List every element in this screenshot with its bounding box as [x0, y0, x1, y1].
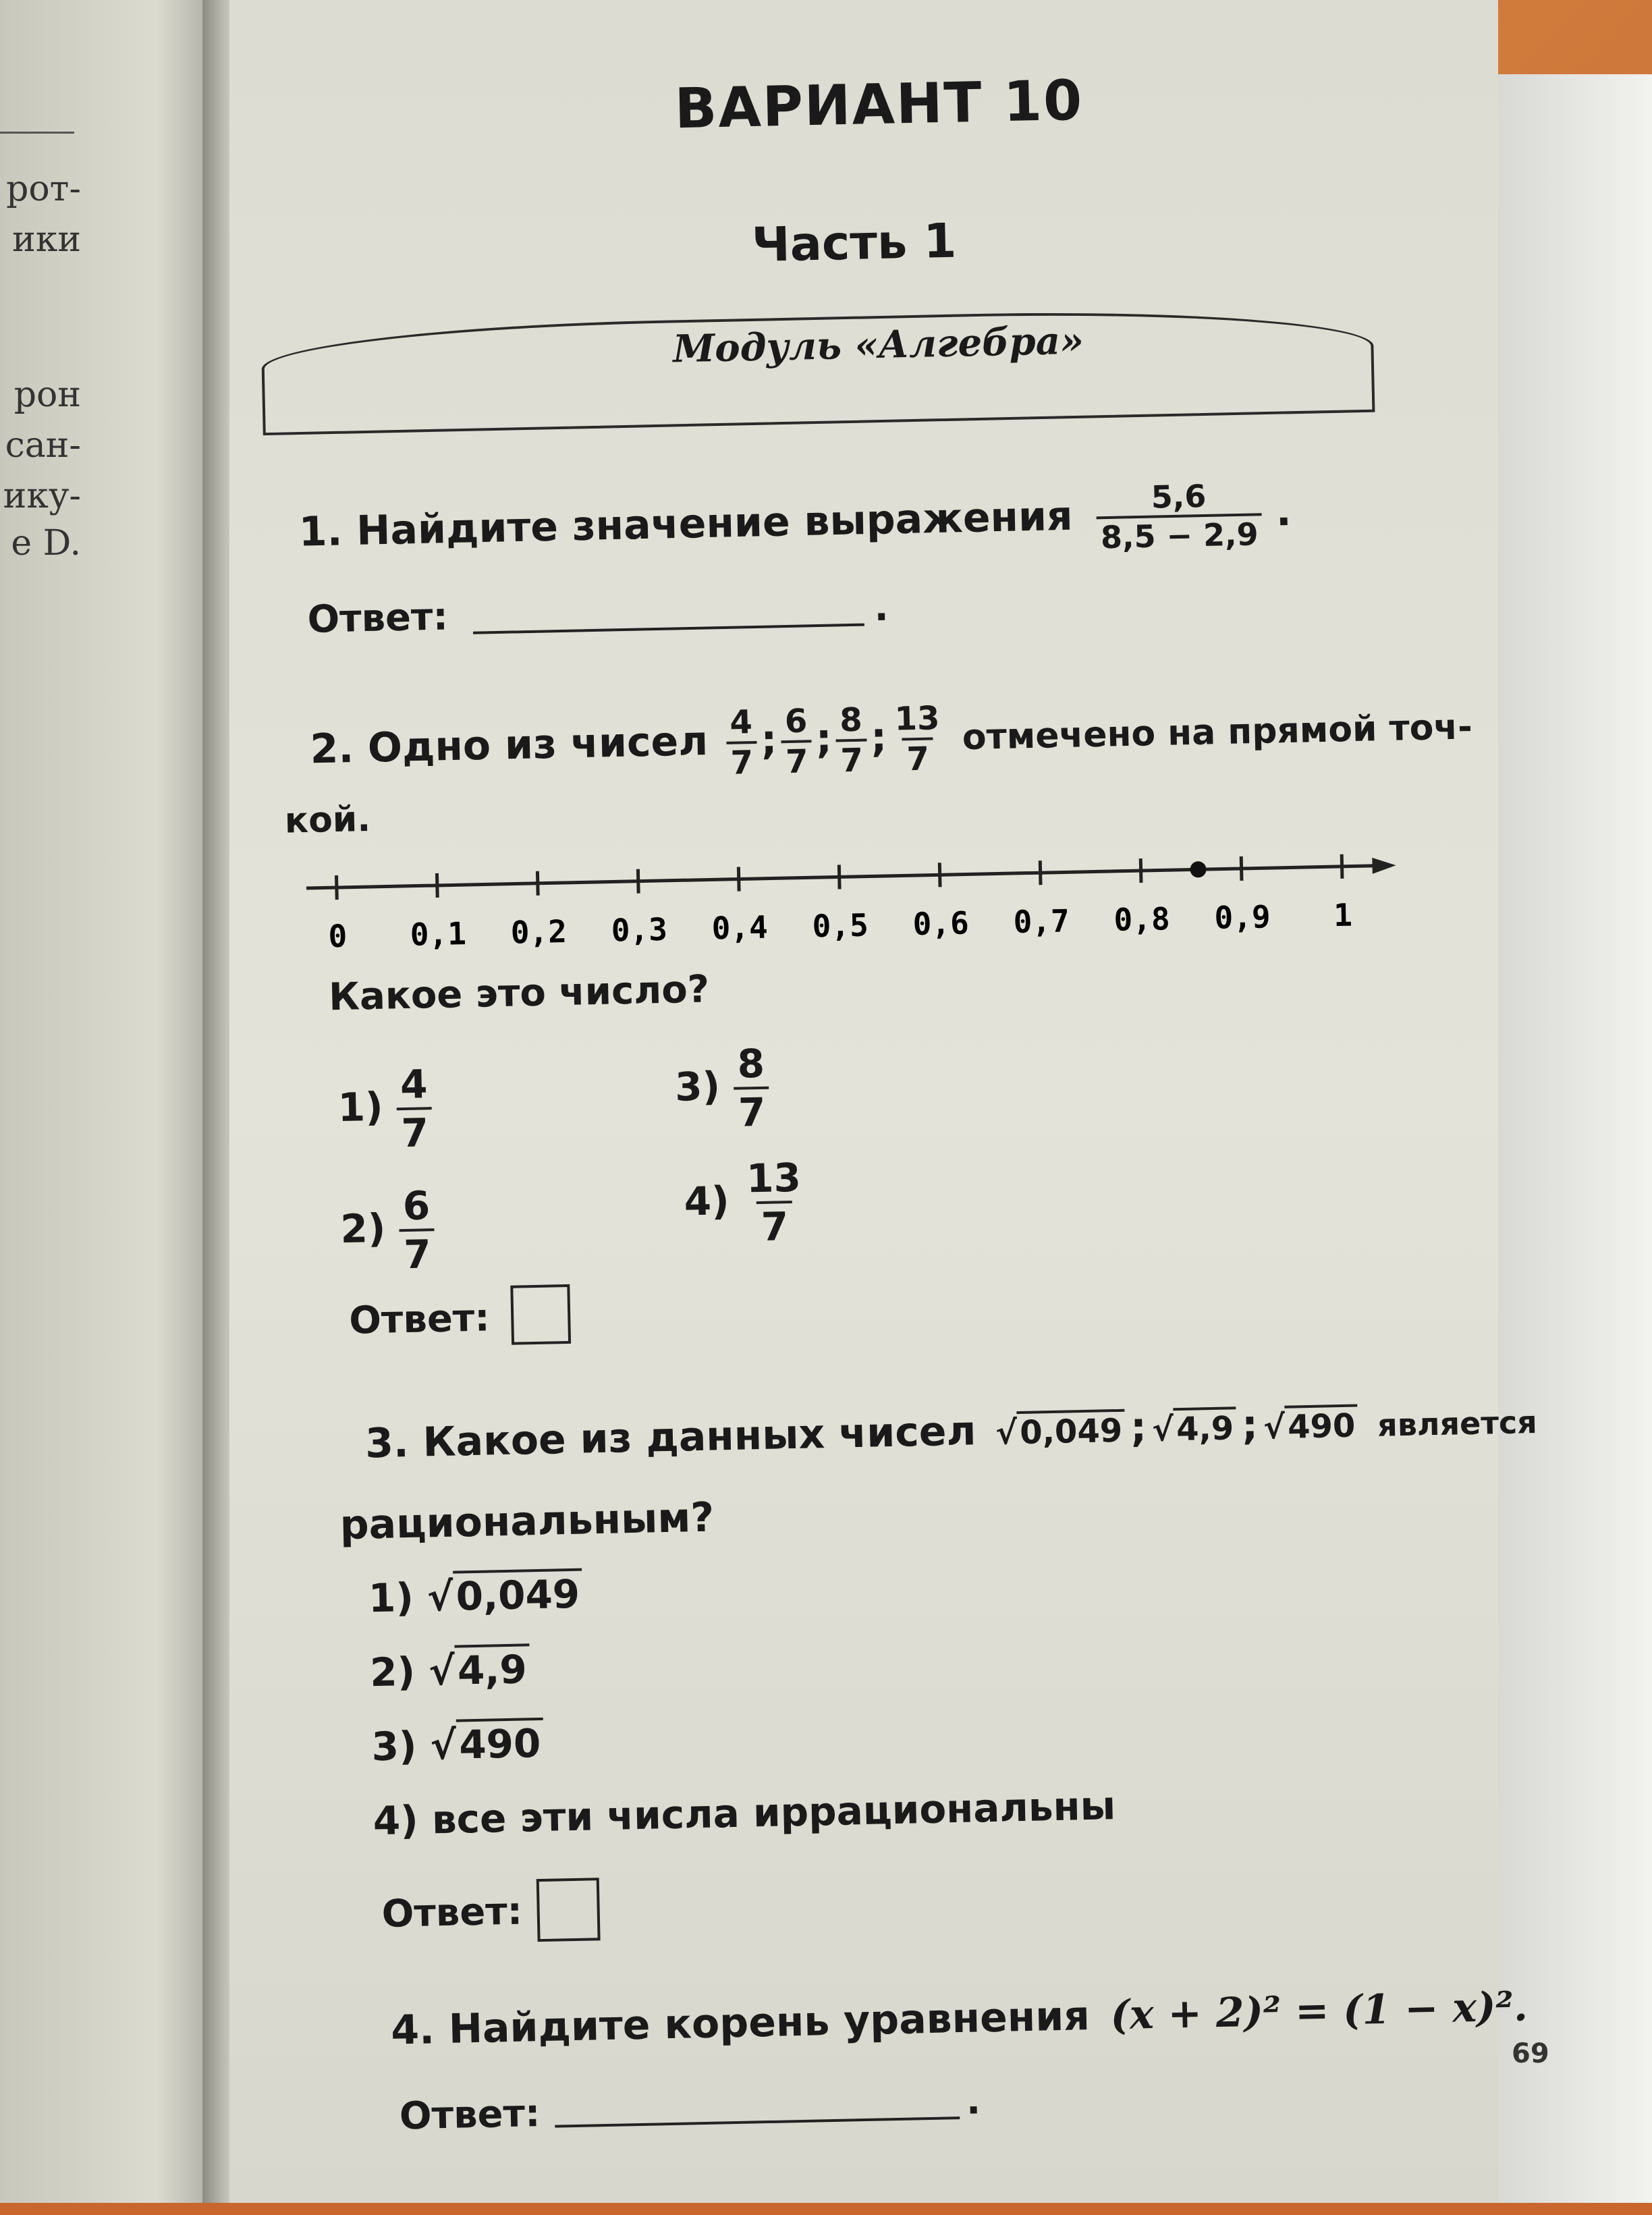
q3-root-list [990, 1399, 1364, 1454]
q2-prompt-start: 2. Одно из чисел [309, 717, 709, 773]
q3-option-4-text: все эти числа иррациональны [431, 1782, 1116, 1843]
q2-option-2-fraction [398, 1182, 435, 1278]
number-line-label: 0,3 [611, 910, 668, 949]
q1-end: . [1275, 487, 1292, 536]
q2-option-3-label: 3) [674, 1063, 721, 1110]
number-line-tick [537, 871, 538, 896]
number-line-label: 0,8 [1113, 900, 1171, 938]
q3-option-2-root: √4,9 [429, 1646, 530, 1694]
q2-option-1-den: 7 [397, 1107, 433, 1156]
fraction-separator [947, 713, 948, 760]
q2-option-1-num: 4 [400, 1061, 429, 1108]
q3-option-1-label: 1) [368, 1574, 414, 1622]
q2-option-2-label: 2) [339, 1205, 387, 1253]
left-page-rule [0, 132, 74, 134]
number-line-tick [1040, 860, 1041, 885]
q2-option-3-num: 8 [736, 1040, 765, 1087]
q4-answer-end: . [966, 2079, 981, 2123]
q2-option-4-den: 7 [756, 1201, 793, 1250]
root-radicand: 490 [1284, 1404, 1358, 1446]
q2-question: Какое это число? [328, 967, 710, 1020]
q3-option-2-label: 2) [369, 1648, 416, 1696]
q3-option-2[interactable] [370, 1646, 530, 1695]
q2-prompt-fraction [780, 702, 813, 781]
left-page-fragment: е D. [11, 523, 81, 564]
number-line-tick [738, 867, 739, 892]
q3-option-1-root: √0,049 [426, 1571, 583, 1620]
fraction-separator: ; [870, 713, 887, 762]
root-radicand: 4,9 [1173, 1406, 1236, 1448]
q2-option-1-fraction [395, 1061, 433, 1156]
q1-answer-line[interactable] [473, 624, 864, 634]
q2-answer-label: Ответ: [348, 1296, 491, 1343]
number-line-label: 0,9 [1213, 898, 1271, 936]
q2-answer-box[interactable] [510, 1284, 571, 1345]
q1-prompt: 1. Найдите значение выражения [298, 492, 1074, 556]
q2-prompt-cont: кой. [284, 798, 371, 842]
q3-option-2-radicand: 4,9 [454, 1643, 530, 1693]
q4-text [391, 1983, 1529, 2054]
root-separator: ; [1241, 1401, 1259, 1450]
left-page-fragment: рон [13, 375, 81, 415]
number-line-label: 0,5 [812, 906, 869, 945]
root-radicand: 0,049 [1017, 1409, 1126, 1452]
q3-prompt-root: √490 [1263, 1407, 1358, 1447]
q3-option-1[interactable] [368, 1571, 583, 1622]
fraction-separator: ; [760, 715, 778, 764]
number-line-label: 0,2 [510, 912, 568, 951]
q2-option-3-fraction [733, 1041, 770, 1136]
number-line-arrow [1372, 857, 1396, 874]
q2-text [309, 688, 1472, 791]
number-line-label: 0,7 [1013, 902, 1070, 941]
q3-prompt-root: √4,9 [1152, 1409, 1237, 1449]
left-page-fragment: сан- [5, 425, 81, 466]
q1-denominator: 8,5 − 2,9 [1096, 513, 1263, 555]
q3-prompt-end: является [1377, 1403, 1538, 1444]
fraction-denominator: 7 [836, 739, 868, 780]
q2-option-2-num: 6 [402, 1182, 431, 1230]
q1-answer-label: Ответ: [306, 595, 449, 642]
q2-option-3[interactable] [674, 1041, 770, 1137]
fraction-numerator: 6 [784, 702, 808, 741]
q1-numerator: 5,6 [1151, 477, 1207, 516]
book-spine [202, 0, 229, 2203]
q2-option-4-num: 13 [746, 1154, 802, 1202]
number-line-point [1190, 861, 1206, 877]
q2-prompt-fraction [725, 703, 758, 782]
q3-text [364, 1396, 1537, 1467]
variant-title: ВАРИАНТ 10 [673, 68, 1084, 142]
number-line-label: 0,6 [912, 904, 970, 943]
number-line-tick [1140, 858, 1141, 883]
q4-answer-line[interactable] [555, 2116, 960, 2128]
number-line-ticks [336, 854, 1342, 900]
q2-option-1[interactable] [337, 1061, 433, 1157]
q4-equation: (x + 2)² = (1 − x)². [1109, 1983, 1529, 2040]
q2-fraction-list [721, 699, 948, 782]
number-line-tick [1241, 856, 1242, 881]
root-separator: ; [1130, 1404, 1147, 1452]
part-title: Часть 1 [751, 213, 958, 273]
q3-option-3-radicand: 490 [456, 1718, 544, 1768]
q3-option-4-label: 4) [373, 1797, 419, 1844]
fraction-separator: ; [815, 715, 833, 763]
q1-answer-end: . [873, 585, 889, 630]
number-line-label: 0 [327, 917, 348, 955]
fraction-numerator: 13 [894, 699, 940, 738]
number-line-label: 0,1 [410, 915, 467, 953]
q2-option-4-fraction [742, 1155, 806, 1251]
page-number: 69 [1512, 2038, 1549, 2069]
number-line-label: 1 [1333, 896, 1353, 934]
q2-prompt-end: отмечено на прямой точ- [962, 707, 1473, 759]
q3-answer-box[interactable] [536, 1878, 601, 1942]
q3-prompt-start: 3. Какое из данных чисел [364, 1407, 977, 1468]
left-page-fragment: рот- [6, 169, 81, 209]
q3-option-4[interactable] [373, 1782, 1116, 1844]
q3-option-3[interactable] [371, 1720, 544, 1770]
q1-fraction [1095, 476, 1263, 555]
fraction-numerator: 4 [729, 703, 753, 742]
left-page-fragment: ику- [3, 476, 81, 516]
number-line-tick [336, 875, 337, 900]
q2-option-1-label: 1) [337, 1083, 384, 1131]
q2-prompt-fraction [890, 699, 945, 779]
left-page-fragment: ики [12, 219, 81, 260]
module-title: Модуль «Алгебра» [672, 318, 1084, 372]
number-line-tick [939, 863, 940, 887]
fraction-denominator: 7 [726, 741, 758, 782]
q3-option-3-label: 3) [370, 1722, 418, 1770]
q3-prompt-cont: рациональным? [339, 1494, 715, 1550]
q3-option-3-root: √490 [430, 1720, 544, 1768]
fraction-denominator: 7 [781, 740, 813, 781]
q2-option-4[interactable] [683, 1155, 806, 1252]
q2-option-4-label: 4) [684, 1178, 730, 1225]
q3-prompt-root: √0,049 [995, 1412, 1126, 1452]
q3-option-1-radicand: 0,049 [453, 1568, 583, 1620]
fraction-denominator: 7 [902, 737, 934, 778]
q2-prompt-fraction [835, 701, 868, 780]
q2-option-2[interactable] [339, 1182, 435, 1279]
q1-text [298, 476, 1292, 572]
number-line-label: 0,4 [711, 908, 769, 947]
fraction-numerator: 8 [839, 701, 863, 740]
q4-prompt: 4. Найдите корень уравнения [390, 1992, 1091, 2054]
q2-option-3-den: 7 [734, 1087, 770, 1136]
left-page [0, 0, 223, 2203]
q2-option-2-den: 7 [400, 1228, 436, 1278]
q3-answer-label: Ответ: [381, 1889, 523, 1936]
book-page [216, 0, 1549, 2203]
q4-answer-label: Ответ: [399, 2091, 541, 2139]
